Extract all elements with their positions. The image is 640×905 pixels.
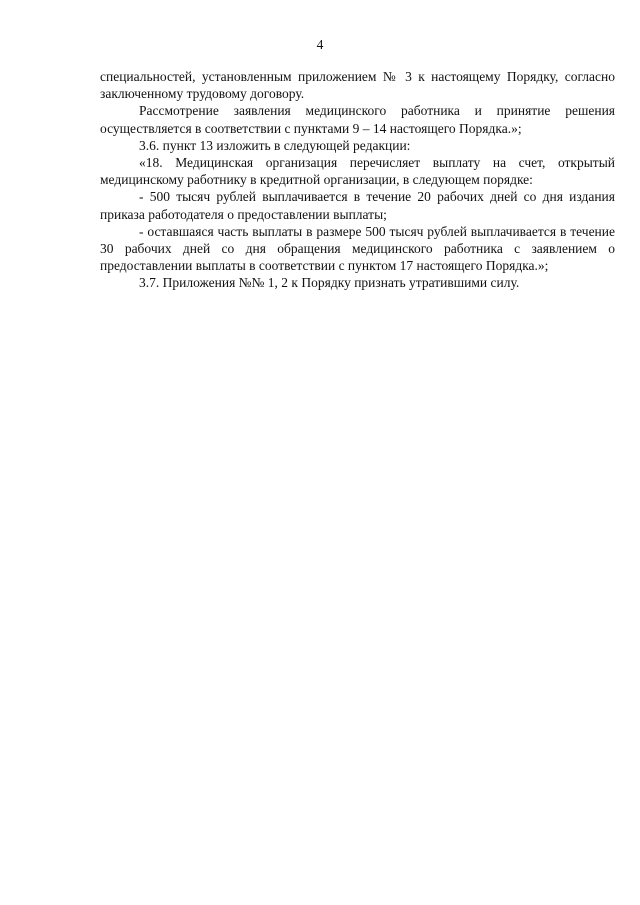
page-number: 4 (316, 37, 324, 52)
paragraph-continuation: специальностей, установленным приложением № 3 к настоящему Порядку, согласно заключенному трудовому договору. (100, 69, 615, 102)
paragraph-item-3-7: 3.7. Приложения №№ 1, 2 к Порядку признать утратившими силу. (139, 275, 520, 291)
paragraph-item-18: «18. Медицинская организация перечисляет выплату на счет, открытый медицинскому работнику в кредитной организации, в следующем порядке: (100, 155, 615, 188)
paragraph-item-3-6: 3.6. пункт 13 изложить в следующей редакции: (139, 137, 411, 153)
paragraph-remaining-payment: - оставшаяся часть выплаты в размере 500 тысяч рублей выплачивается в течение 30 рабочих дней со дня обращения медицинского работника с заявлением о предоставлении выплаты в соответствии с пунктом 17 настоящего Порядка.»; (100, 223, 615, 274)
document-body (100, 68, 615, 292)
paragraph-first-payment: - 500 тысяч рублей выплачивается в течение 20 рабочих дней со дня издания приказа работодателя о предоставлении выплаты; (100, 189, 615, 222)
paragraph-review: Рассмотрение заявления медицинского работника и принятие решения осуществляется в соответствии с пунктами 9 – 14 настоящего Порядка.»; (100, 103, 615, 136)
